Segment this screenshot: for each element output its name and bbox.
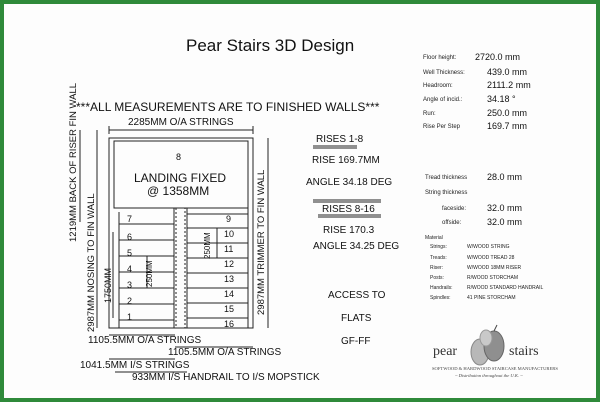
bottom-dimension-label: 1041.5MM I/S STRINGS (80, 360, 190, 371)
material-value: R/WOOD STANDARD HANDRAIL (467, 285, 544, 291)
step-number: 1 (127, 312, 133, 322)
step-number: 11 (224, 244, 234, 254)
going-right-label: 250MM (203, 232, 212, 259)
step-number: 3 (127, 280, 133, 290)
material-value: W/WOOD TREAD 28 (467, 255, 515, 261)
pear-logo-graphic (471, 325, 504, 365)
tread-label: Tread thickness (425, 175, 468, 181)
material-value: 41 PINE STORCHAM (467, 295, 516, 301)
logo-word-stairs: stairs (509, 344, 539, 359)
left-small-dimension-label: 1750MM (103, 267, 113, 303)
step-number: 12 (224, 259, 235, 269)
step-number: 9 (226, 214, 232, 224)
logo-word-pear: pear (433, 344, 458, 359)
going-left-label: 250MM (145, 260, 154, 287)
rise-value-1: RISE 169.7MM (312, 155, 380, 166)
right-step-numbers (224, 214, 234, 329)
spec-value: 250.0 mm (487, 108, 528, 118)
material-value: R/WOOD STORCHAM (467, 275, 519, 281)
offside-label: offside: (442, 220, 462, 226)
access-line-3: GF-FF (341, 336, 371, 347)
access-line-1: ACCESS TO (328, 290, 386, 301)
step-number: 2 (127, 296, 133, 306)
measurement-note: ***ALL MEASUREMENTS ARE TO FINISHED WALLS*** (76, 100, 380, 114)
landing-height-label: @ 1358MM (147, 184, 210, 198)
logo-tagline: SOFTWOOD & HARDWOOD STAIRCASE MANUFACTURERS (432, 366, 558, 371)
spec-value: 2720.0 mm (475, 52, 521, 62)
step-number: 5 (127, 248, 133, 258)
step-number: 15 (224, 304, 235, 314)
step-number: 6 (127, 232, 133, 242)
rises-heading-2: RISES 8-16 (322, 204, 375, 215)
spec-value: 439.0 mm (487, 67, 528, 77)
angle-value-1: ANGLE 34.18 DEG (306, 177, 393, 188)
material-label: Riser: (430, 265, 444, 271)
material-label: Spindles: (430, 295, 451, 301)
step-number: 7 (127, 214, 133, 224)
handrail-post (176, 208, 185, 328)
step-number: 14 (224, 289, 235, 299)
spec-label: Headroom: (423, 83, 453, 89)
left-outer-dimension-label: 1219MM BACK OF RISER FIN WALL (68, 82, 79, 242)
step-number: 10 (224, 229, 235, 239)
bottom-dimension-label: 1105.5MM O/A STRINGS (168, 347, 282, 358)
page-title: Pear Stairs 3D Design (186, 36, 355, 55)
spec-label: Angle of incid.: (423, 97, 463, 103)
bottom-dimension-label: 933MM I/S HANDRAIL TO I/S MOPSTICK (132, 372, 320, 383)
faceside-label: faceside: (442, 206, 467, 212)
material-label: Treads: (430, 255, 447, 261)
tread-value: 28.0 mm (487, 172, 523, 182)
rise-value-2: RISE 170.3 (323, 225, 375, 236)
material-label: Posts: (430, 275, 444, 281)
spec-label: Well Thickness: (423, 70, 465, 76)
material-label: Strings: (430, 244, 447, 250)
rises-heading-1: RISES 1-8 (316, 134, 364, 145)
step-number: 4 (127, 264, 133, 274)
top-dimension-label: 2285MM O/A STRINGS (128, 117, 234, 128)
left-inner-dimension-label: 2987MM NOSING TO FIN WALL (86, 193, 97, 332)
spec-value: 34.18 ° (487, 94, 516, 104)
faceside-value: 32.0 mm (487, 203, 523, 213)
string-label: String thickness (425, 190, 468, 196)
material-label: Handrails: (430, 285, 453, 291)
spec-label: Run: (423, 111, 436, 117)
spec-label: Rise Per Step (423, 124, 461, 130)
right-dimension-label: 2987MM TRIMMER TO FIN WALL (256, 169, 267, 315)
material-value: W/WOOD 18MM RISER (467, 265, 522, 271)
step-number: 13 (224, 274, 235, 284)
spec-value: 2111.2 mm (487, 80, 531, 90)
access-line-2: FLATS (341, 313, 372, 324)
angle-value-2: ANGLE 34.25 DEG (313, 241, 400, 252)
left-step-numbers (127, 214, 132, 322)
material-heading: Material (425, 235, 443, 241)
offside-value: 32.0 mm (487, 217, 523, 227)
step-number: 16 (224, 319, 235, 329)
spec-value: 169.7 mm (487, 121, 528, 131)
right-flight-treads (187, 208, 248, 328)
logo-subtagline: ~ Distribution throughout the U.K. ~ (455, 373, 523, 378)
landing-label: LANDING FIXED (134, 171, 227, 185)
bottom-dimension-label: 1105.5MM O/A STRINGS (88, 335, 202, 346)
spec-label: Floor height: (423, 55, 457, 61)
material-value: W/WOOD STRING (467, 244, 510, 250)
landing-number: 8 (176, 152, 182, 162)
